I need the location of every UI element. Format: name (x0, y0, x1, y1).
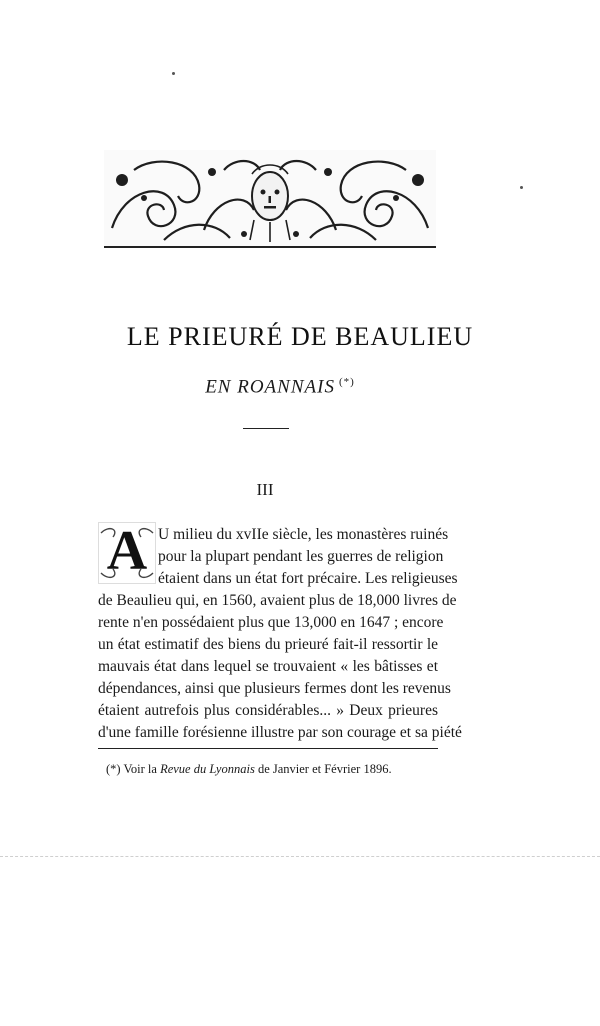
ink-speck (172, 72, 175, 75)
body-line: pour la plupart pendant les guerres de religion (158, 548, 444, 565)
decorated-drop-cap (98, 522, 156, 584)
footnote-divider (98, 748, 438, 749)
title-divider (243, 428, 289, 429)
chapter-subtitle (0, 376, 560, 398)
body-line: étaient autrefois plus considérables... » Deux prieures (98, 702, 438, 719)
body-line: d'une famille forésienne illustre par son courage et sa piété (98, 724, 462, 741)
section-number: III (256, 480, 274, 499)
footnote-text-before: Voir la (123, 762, 157, 776)
body-line: de Beaulieu qui, en 1560, avaient plus de 18,000 livres de (98, 592, 457, 609)
subtitle-text: EN ROANNAIS (205, 376, 335, 398)
drop-cap-letter: A (106, 520, 148, 582)
footnote-text-after: de Janvier et Février 1896. (257, 762, 392, 776)
ornamental-headpiece (104, 150, 436, 248)
body-line: mauvais état dans lequel se trouvaient « les bâtisses et (98, 658, 438, 675)
body-line: un état estimatif des biens du prieuré fait-il ressortir le (98, 636, 438, 653)
scroll-ornament-icon (104, 150, 436, 246)
page-fold-line (0, 856, 600, 857)
ink-speck (520, 186, 523, 189)
footnote-journal-title: Revue du Lyonnais (160, 762, 255, 776)
footnote-marker: (*) (106, 762, 121, 776)
body-line: dépendances, ainsi que plusieurs fermes dont les revenus (98, 680, 451, 697)
chapter-title: LE PRIEURÉ DE BEAULIEU (126, 322, 474, 351)
body-line: rente n'en possédaient plus que 13,000 en 1647 ; encore (98, 614, 444, 631)
subtitle-footnote-marker: (*) (338, 376, 355, 388)
footnote (106, 762, 392, 777)
body-line: U milieu du xvIIe siècle, les monastères ruinés (158, 526, 449, 543)
body-line: étaient dans un état fort précaire. Les religieuses (158, 570, 458, 587)
